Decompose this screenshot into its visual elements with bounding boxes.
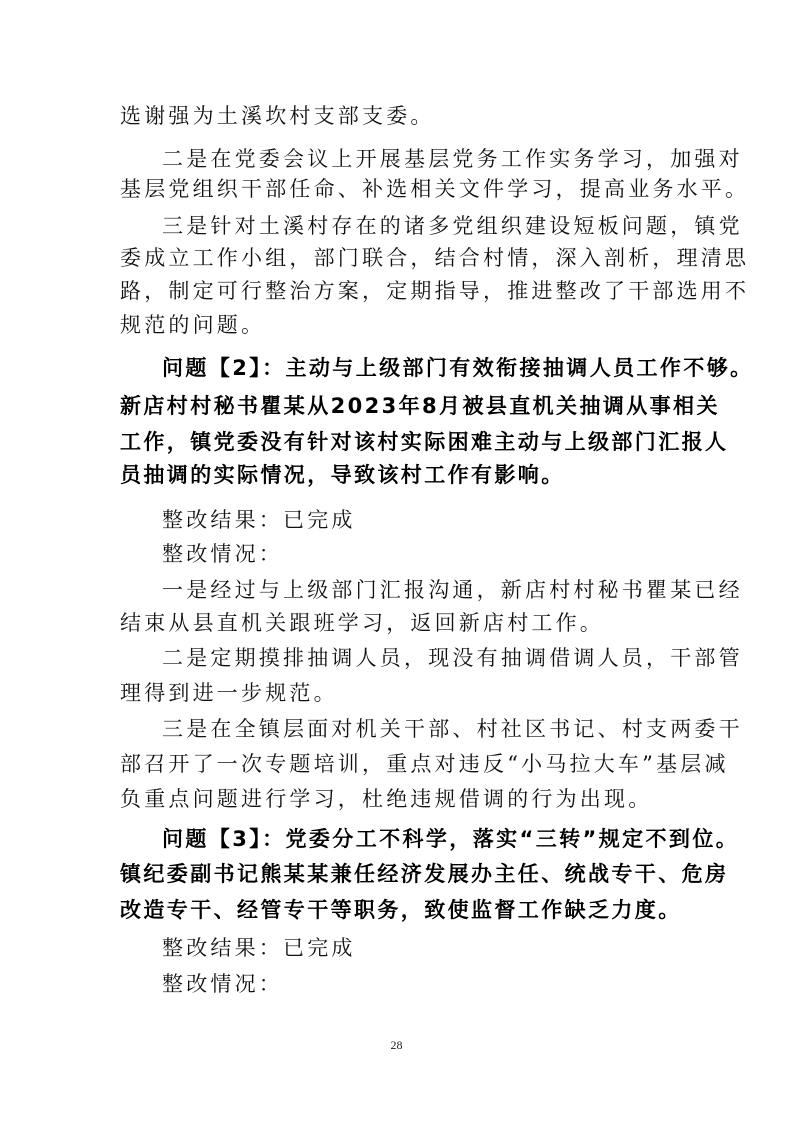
- issue-heading: 问题【3】：党委分工不科学，落实“三转”规定不到位。: [162, 827, 740, 851]
- issue-text-line: 镇纪委副书记熊某某兼任经济发展办主任、统战专干、危房: [120, 862, 729, 886]
- issue-text-line: 改造专干、经管专干等职务，致使监督工作缺乏力度。: [120, 898, 682, 922]
- body-text-line: 三是在全镇层面对机关干部、村社区书记、村支两委干: [162, 717, 743, 741]
- body-text-line: 一是经过与上级部门汇报沟通，新店村村秘书瞿某已经: [162, 578, 743, 602]
- body-text-line: 路，制定可行整治方案，定期指导，推进整改了干部选用不: [120, 279, 750, 303]
- body-text-line: 基层党组织干部任命、补选相关文件学习，提高业务水平。: [120, 177, 750, 201]
- body-text-line: 理得到进一步规范。: [120, 681, 338, 705]
- issue-text-line: 员抽调的实际情况，导致该村工作有影响。: [120, 463, 565, 487]
- body-text-line: 部召开了一次专题培训，重点对违反“小马拉大车”基层减: [120, 752, 729, 776]
- body-text-line: 三是针对土溪村存在的诸多党组织建设短板问题，镇党: [162, 214, 743, 238]
- page-number: 28: [390, 1038, 403, 1052]
- result-label: 整改结果：已完成: [162, 936, 356, 960]
- body-text-line: 负重点问题进行学习，杜绝违规借调的行为出现。: [120, 787, 653, 811]
- body-text-line: 结束从县直机关跟班学习，返回新店村工作。: [120, 611, 604, 635]
- body-text-line: 二是在党委会议上开展基层党务工作实务学习，加强对: [162, 147, 743, 171]
- result-label: 整改结果：已完成: [162, 508, 356, 532]
- situation-label: 整改情况：: [162, 972, 283, 996]
- body-text-line: 选谢强为土溪坎村支部支委。: [120, 104, 435, 128]
- situation-label: 整改情况：: [162, 542, 283, 566]
- body-text-line: 委成立工作小组，部门联合，结合村情，深入剖析，理清思: [120, 246, 750, 270]
- body-text-line: 二是定期摸排抽调人员，现没有抽调借调人员，干部管: [162, 646, 743, 670]
- issue-heading: 问题【2】：主动与上级部门有效衔接抽调人员工作不够。: [162, 356, 754, 380]
- issue-text-line: 工作，镇党委没有针对该村实际困难主动与上级部门汇报人: [120, 430, 729, 454]
- body-text-line: 规范的问题。: [120, 313, 266, 337]
- issue-text-line: 新店村村秘书瞿某从2023年8月被县直机关抽调从事相关: [120, 394, 720, 418]
